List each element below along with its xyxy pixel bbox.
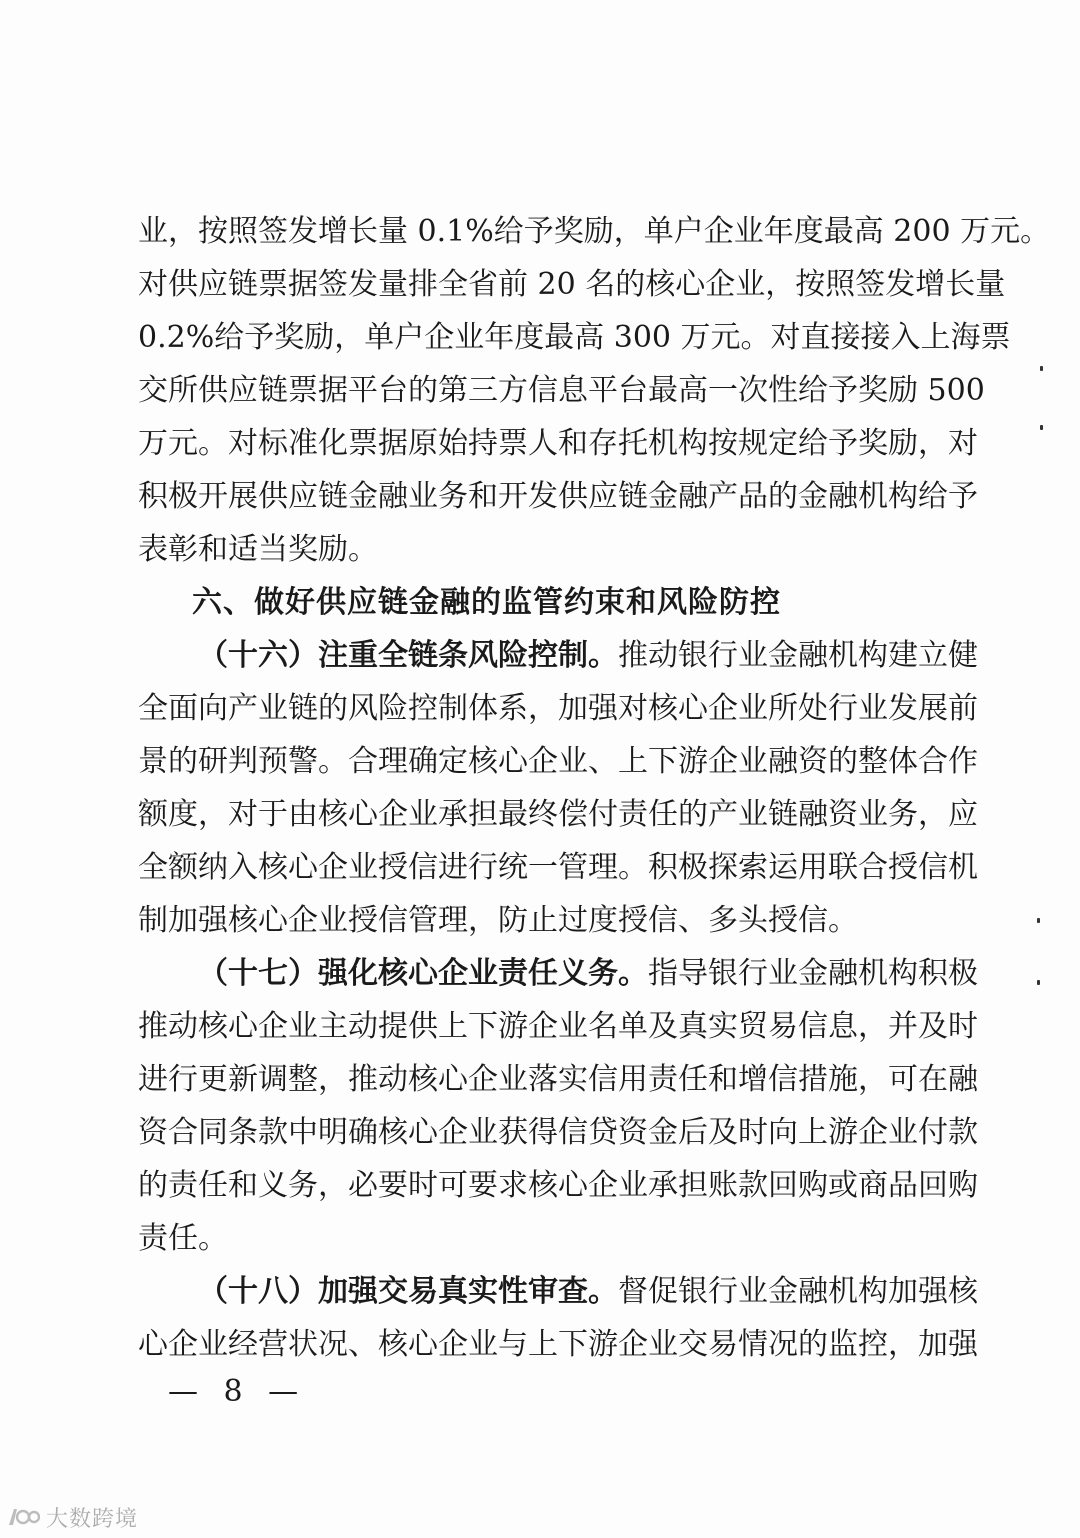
item18-title: （十八）加强交易真实性审查。 bbox=[198, 1274, 618, 1309]
item18-line-2: 心企业经营状况、核心企业与上下游企业交易情况的监控，加强 bbox=[138, 1327, 978, 1362]
watermark-text: 大数跨境 bbox=[46, 1506, 139, 1532]
item16-first-rest: 推动银行业金融机构建立健 bbox=[618, 638, 978, 673]
item16-line-3: 景的研判预警。合理确定核心企业、上下游企业融资的整体合作 bbox=[138, 744, 978, 779]
section-heading: 六、做好供应链金融的监管约束和风险防控 bbox=[192, 585, 781, 620]
item16-line-1 bbox=[198, 638, 978, 674]
item17-line-1 bbox=[198, 956, 978, 992]
para1-line-4: 交所供应链票据平台的第三方信息平台最高一次性给予奖励 500 bbox=[138, 373, 985, 408]
item16-line-5: 全额纳入核心企业授信进行统一管理。积极探索运用联合授信机 bbox=[138, 850, 978, 885]
item17-line-6: 责任。 bbox=[138, 1221, 228, 1256]
scan-speck bbox=[1040, 366, 1043, 371]
para1-line-5: 万元。对标准化票据原始持票人和存托机构按规定给予奖励，对 bbox=[138, 426, 978, 461]
item17-title: （十七）强化核心企业责任义务。 bbox=[198, 956, 648, 991]
para1-line-1: 业，按照签发增长量 0.1%给予奖励，单户企业年度最高 200 万元。 bbox=[138, 214, 1051, 249]
item18-first-rest: 督促银行业金融机构加强核 bbox=[618, 1274, 978, 1309]
scan-speck bbox=[1040, 425, 1043, 430]
item16-line-2: 全面向产业链的风险控制体系，加强对核心企业所处行业发展前 bbox=[138, 691, 978, 726]
item17-line-4: 资合同条款中明确核心企业获得信贷资金后及时向上游企业付款 bbox=[138, 1115, 978, 1150]
para1-line-7: 表彰和适当奖励。 bbox=[138, 532, 378, 567]
para1-line-2: 对供应链票据签发量排全省前 20 名的核心企业，按照签发增长量 bbox=[138, 267, 1006, 302]
item16-line-4: 额度，对于由核心企业承担最终偿付责任的产业链融资业务，应 bbox=[138, 797, 978, 832]
item16-title: （十六）注重全链条风险控制。 bbox=[198, 638, 618, 673]
watermark bbox=[6, 1502, 138, 1532]
watermark-logo-icon bbox=[6, 1505, 40, 1529]
item17-line-2: 推动核心企业主动提供上下游企业名单及真实贸易信息，并及时 bbox=[138, 1009, 978, 1044]
scan-speck bbox=[1037, 980, 1040, 985]
scan-speck bbox=[1037, 918, 1040, 923]
item17-line-3: 进行更新调整，推动核心企业落实信用责任和增信措施，可在融 bbox=[138, 1062, 978, 1097]
item16-line-6: 制加强核心企业授信管理，防止过度授信、多头授信。 bbox=[138, 903, 858, 938]
item18-line-1 bbox=[198, 1274, 978, 1310]
item17-first-rest: 指导银行业金融机构积极 bbox=[648, 956, 978, 991]
item17-line-5: 的责任和义务，必要时可要求核心企业承担账款回购或商品回购 bbox=[138, 1168, 978, 1203]
page-number: — 8 — bbox=[168, 1374, 307, 1409]
para1-line-3: 0.2%给予奖励，单户企业年度最高 300 万元。对直接接入上海票 bbox=[138, 320, 1011, 355]
para1-line-6: 积极开展供应链金融业务和开发供应链金融产品的金融机构给予 bbox=[138, 479, 978, 514]
